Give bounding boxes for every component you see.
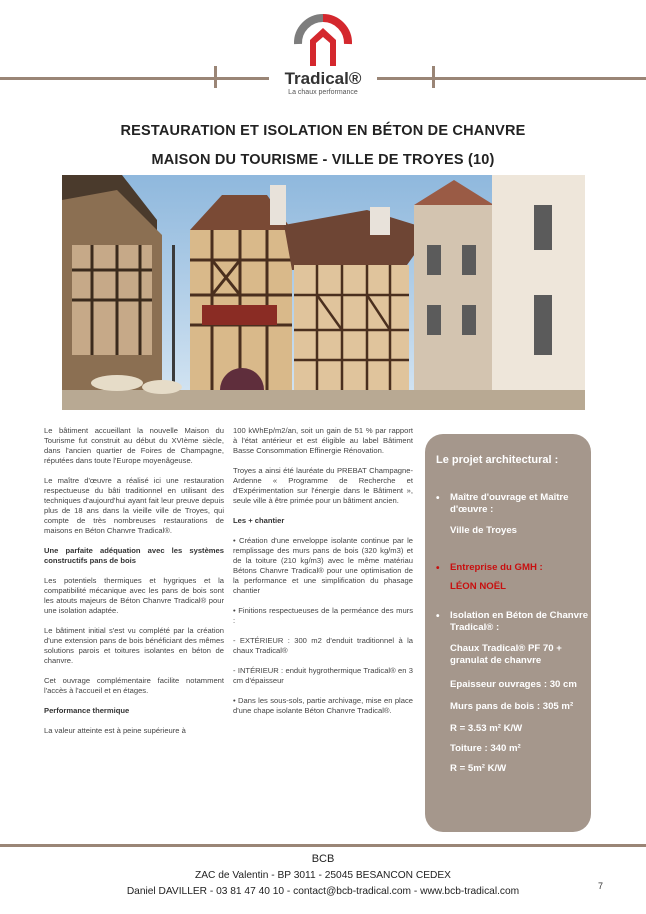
paragraph: Les potentiels thermiques et hygriques et la compatibilité mécanique avec les pans de bois sont les atouts majeurs de Béton Chanvre Tradical® pour une isolation adaptée.	[44, 576, 224, 615]
footer-rule	[0, 844, 646, 847]
company-value: LÉON NOËL	[450, 581, 506, 592]
paragraph: • Dans les sous-sols, partie archivage, mise en place d'une chape isolante Béton Chanvre Tradical®.	[233, 696, 413, 715]
owner-label: Maître d'ouvrage et Maître d'œuvre :	[450, 492, 569, 515]
paragraph: - INTÉRIEUR : enduit hygrothermique Tradical® en 3 cm d'épaisseur	[233, 666, 413, 685]
logo-tagline: La chaux performance	[288, 89, 358, 96]
paragraph: Troyes a ainsi été lauréate du PREBAT Champagne-Ardenne « Programme de Recherche et d'Expérimentation sur l'énergie dans le Bâtiment », seule ville à être primée pour un bâtiment ancien.	[233, 466, 413, 505]
spec-roof: Toiture : 340 m²	[450, 743, 521, 754]
bullet-icon: •	[436, 493, 440, 504]
page-title: RESTAURATION ET ISOLATION EN BÉTON DE CHANVRE	[120, 123, 526, 139]
project-panel	[425, 434, 591, 832]
section-heading: Les + chantier	[233, 516, 285, 525]
text-column-1	[44, 426, 224, 746]
company-label: Entreprise du GMH :	[450, 562, 543, 573]
house-logo-icon	[292, 10, 354, 68]
paragraph: 100 kWhEp/m2/an, soit un gain de 51 % par rapport à l'état antérieur et est éligible au label Bâtiment Basse Consommation Effinergie Rénovation.	[233, 426, 413, 455]
page-number: 7	[598, 881, 604, 891]
spec-roof-r: R = 5m² K/W	[450, 763, 507, 774]
paragraph: Le maître d'œuvre a réalisé ici une restauration respectueuse du bâti traditionnel en utilisant des techniques d'aujourd'hui ayant fait leur preuve depuis plus de 18 ans dans la vieille ville de Troyes, qui compte de très nombreuses restaurations de maisons en Béton Chanvre Tradical®.	[44, 476, 224, 535]
panel-title: Le projet architectural :	[436, 454, 559, 466]
timbered-houses-illustration	[62, 175, 585, 410]
spec-walls-r: R = 3.53 m² K/W	[450, 723, 523, 734]
paragraph: Le bâtiment initial s'est vu complété par la création d'une extension pans de bois bénéficiant des mêmes solutions parois et toitures isolantes en béton de chanvre.	[44, 626, 224, 665]
paragraph: - EXTÉRIEUR : 300 m2 d'enduit traditionnel à la chaux Tradical®	[233, 636, 413, 655]
paragraph: La valeur atteinte est à peine supérieure à	[44, 726, 186, 735]
spec-walls: Murs pans de bois : 305 m²	[450, 701, 574, 712]
owner-value: Ville de Troyes	[450, 525, 518, 536]
footer-address: ZAC de Valentin - BP 3011 - 25045 BESANCON CEDEX	[195, 870, 451, 881]
footer-contact: Daniel DAVILLER - 03 81 47 40 10 - contact@bcb-tradical.com - www.bcb-tradical.com	[126, 886, 520, 897]
page-subtitle: MAISON DU TOURISME - VILLE DE TROYES (10)	[151, 152, 495, 168]
bullet-icon: •	[436, 611, 440, 622]
header-notch-right	[432, 66, 435, 88]
paragraph: • Finitions respectueuses de la perméance des murs :	[233, 606, 413, 625]
footer-company: BCB	[311, 853, 335, 865]
bullet-icon: •	[436, 563, 440, 574]
paragraph: Le bâtiment accueillant la nouvelle Maison du Tourisme fut construit au début du XVIème siècle, dans l'ancien quartier de Foires de Champagne, réputées dans toute l'Europe moyenâgeuse.	[44, 426, 224, 465]
paragraph: Cet ouvrage complémentaire facilite notamment l'accès à l'accueil et en étages.	[44, 676, 224, 695]
section-heading: Une parfaite adéquation avec les systèmes constructifs pans de bois	[44, 546, 224, 565]
section-heading: Performance thermique	[44, 706, 130, 715]
header-rule-left	[0, 77, 269, 80]
header-notch-left	[214, 66, 217, 88]
paragraph: • Création d'une enveloppe isolante continue par le remplissage des murs pans de bois (320 kg/m3) et de la toiture (210 kg/m3) avec le même matériau Bétons Chanvre Tradical® pour une optimisation de la performance et une simplification du phasage chantier	[233, 536, 413, 595]
spec-thickness: Epaisseur ouvrages : 30 cm	[450, 679, 577, 690]
logo-name: Tradical®	[284, 69, 362, 88]
insulation-label: Isolation en Béton de Chanvre Tradical® :	[450, 610, 589, 633]
insulation-value: Chaux Tradical® PF 70 + granulat de chanvre	[450, 643, 562, 666]
tradical-logo	[272, 10, 374, 110]
text-column-2	[233, 426, 413, 726]
building-photo	[62, 175, 585, 410]
header-rule-right	[377, 77, 646, 80]
